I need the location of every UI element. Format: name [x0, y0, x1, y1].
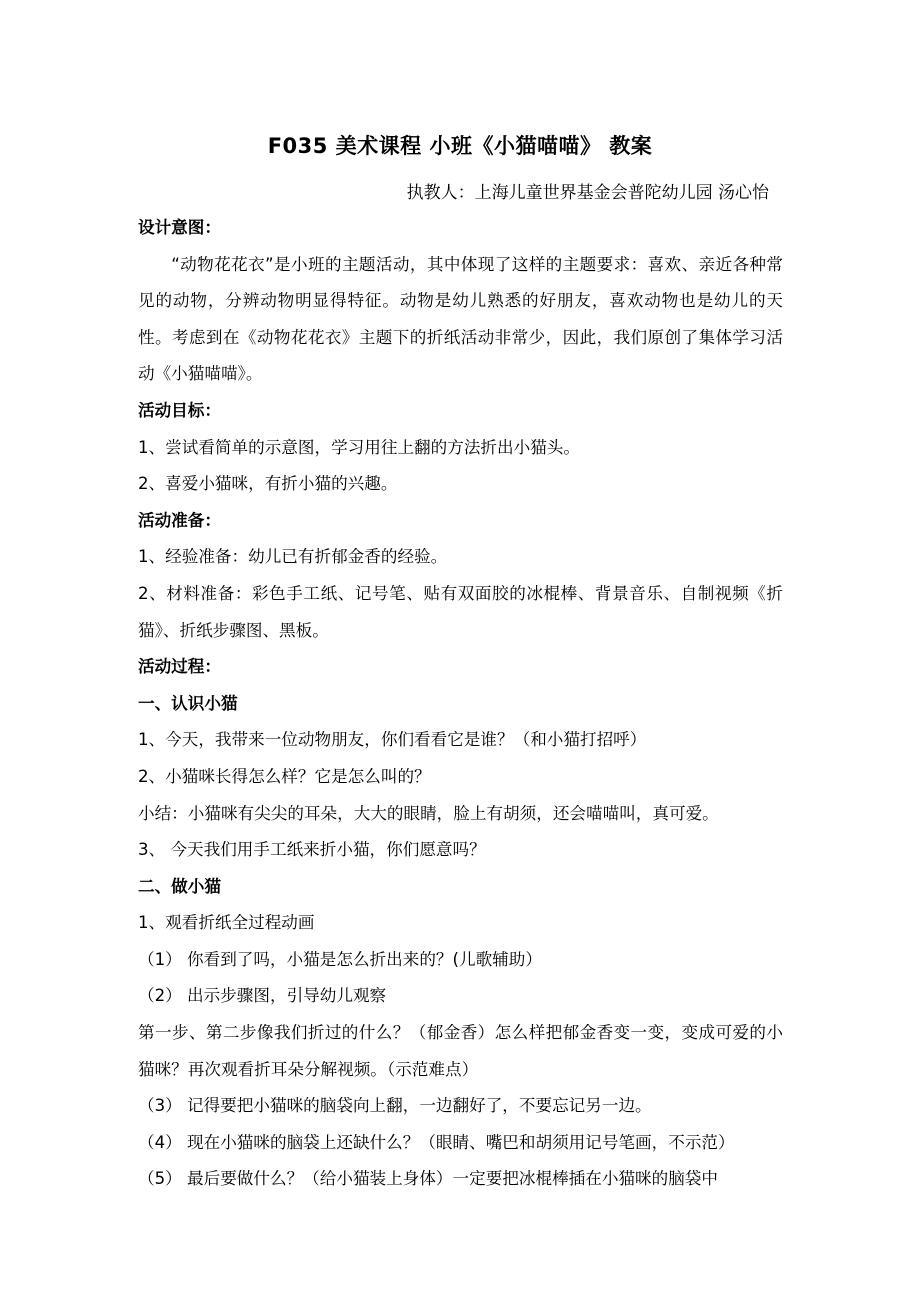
step-item-1: （1） 你看到了吗，小猫是怎么折出来的？(儿歌辅助）	[138, 949, 542, 969]
section-heading-intent: 设计意图：	[138, 218, 221, 237]
part1-item-1: 1、今天，我带来一位动物朋友，你们看看它是谁？（和小猫打招呼）	[138, 730, 647, 750]
part1-summary: 小结：小猫咪有尖尖的耳朵，大大的眼睛，脸上有胡须，还会喵喵叫，真可爱。	[138, 803, 719, 823]
step-item-5: （5） 最后要做什么？（给小猫装上身体）一定要把冰棍棒插在小猫咪的脑袋中	[138, 1169, 719, 1189]
section-heading-preparation: 活动准备：	[138, 510, 221, 530]
prep-item-2: 2、材料准备：彩色手工纸、记号笔、贴有双面胶的冰棍棒、背景音乐、自制视频《折猫》、折纸步骤图、黑板。	[138, 583, 783, 640]
prep-item-1: 1、经验准备：幼儿已有折郁金香的经验。	[138, 547, 448, 567]
part2-item-1: 1、观看折纸全过程动画	[138, 913, 315, 933]
section-heading-goals: 活动目标：	[138, 400, 221, 420]
goal-item-2: 2、喜爱小猫咪，有折小猫的兴趣。	[138, 474, 398, 494]
document-title: F035 美术课程 小班《小猫喵喵》 教案	[267, 134, 653, 158]
step-item-2: （2） 出示步骤图，引导幼儿观察	[138, 986, 387, 1006]
part-heading-1: 一、认识小猫	[138, 693, 238, 713]
part1-item-2: 2、小猫咪长得怎么样？它是怎么叫的？	[138, 766, 431, 786]
section-heading-process: 活动过程：	[138, 657, 221, 677]
part-heading-2: 二、做小猫	[138, 876, 221, 896]
step-item-4: （4） 现在小猫咪的脑袋上还缺什么？（眼睛、嘴巴和胡须用记号笔画，不示范）	[138, 1132, 735, 1152]
step-2-detail: 第一步、第二步像我们折过的什么？（郁金香）怎么样把郁金香变一变，变成可爱的小猫咪？再次观看折耳朵分解视频。（示范难点）	[138, 1023, 783, 1079]
part1-item-3: 3、 今天我们用手工纸来折小猫，你们愿意吗？	[138, 840, 486, 860]
document-body	[138, 210, 783, 1198]
author-line: 执教人：上海儿童世界基金会普陀幼儿园 汤心怡	[406, 183, 769, 203]
paragraph-intent: “动物花花衣”是小班的主题活动，其中体现了这样的主题要求：喜欢、亲近各种常见的动物，分辨动物明显得特征。动物是幼儿熟悉的好朋友，喜欢动物也是幼儿的天性。考虑到在《动物花花衣》主题下的折纸活动非常少，因此，我们原创了集体学习活动《小猫喵喵》。	[138, 254, 783, 384]
step-item-3: （3） 记得要把小猫咪的脑袋向上翻，一边翻好了，不要忘记另一边。	[138, 1096, 652, 1116]
goal-item-1: 1、尝试看简单的示意图，学习用往上翻的方法折出小猫头。	[138, 437, 580, 457]
